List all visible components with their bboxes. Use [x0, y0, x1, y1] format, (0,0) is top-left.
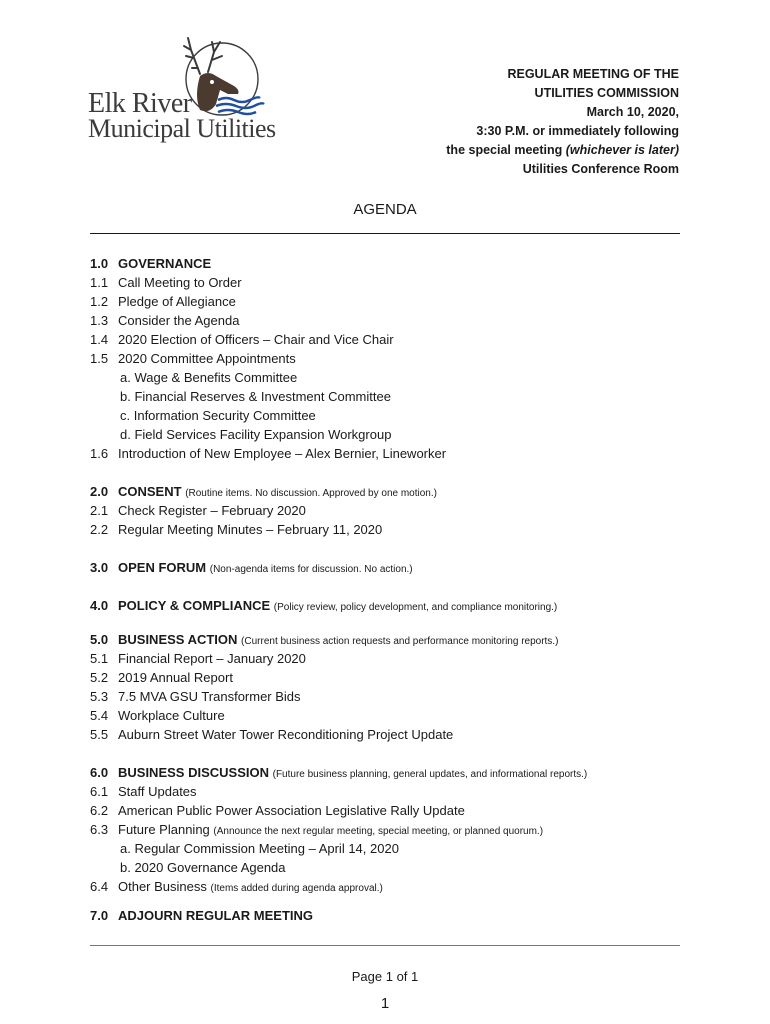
- logo-text-line1: Elk River: [88, 88, 192, 119]
- agenda-subitem: b. Financial Reserves & Investment Committee: [120, 389, 391, 404]
- agenda-subitem: a. Wage & Benefits Committee: [120, 370, 298, 385]
- agenda-item: 1.4 2020 Election of Officers – Chair and Vice Chair: [90, 332, 394, 347]
- logo-text-line2: Municipal Utilities: [88, 114, 276, 143]
- commission-name: UTILITIES COMMISSION: [534, 86, 679, 100]
- agenda-item: 1.1 Call Meeting to Order: [90, 275, 242, 290]
- agenda-subitem: a. Regular Commission Meeting – April 14, 2020: [120, 841, 399, 856]
- agenda-subitem: b. 2020 Governance Agenda: [120, 860, 286, 875]
- agenda-item: 6.1 Staff Updates: [90, 784, 197, 799]
- agenda-item: 5.4 Workplace Culture: [90, 708, 225, 723]
- title-divider: [90, 233, 680, 234]
- agenda-item: 5.1 Financial Report – January 2020: [90, 651, 306, 666]
- agenda-subitem: d. Field Services Facility Expansion Workgroup: [120, 427, 392, 442]
- agenda-item: 6.2 American Public Power Association Legislative Rally Update: [90, 803, 465, 818]
- footer-divider: [90, 945, 680, 946]
- section-business-discussion: 6.0 BUSINESS DISCUSSION (Future business planning, general updates, and informational reports.): [90, 765, 588, 780]
- meeting-type: REGULAR MEETING OF THE: [507, 67, 679, 81]
- agenda-item: 6.3 Future Planning (Announce the next regular meeting, special meeting, or planned quorum.): [90, 822, 544, 837]
- agenda-item: 5.3 7.5 MVA GSU Transformer Bids: [90, 689, 301, 704]
- meeting-date: March 10, 2020,: [586, 105, 679, 119]
- section-business-action: 5.0 BUSINESS ACTION (Current business action requests and performance monitoring reports.): [90, 632, 559, 647]
- agenda-item: 2.2 Regular Meeting Minutes – February 11, 2020: [90, 522, 383, 537]
- section-open-forum: 3.0 OPEN FORUM (Non-agenda items for discussion. No action.): [90, 560, 413, 575]
- page-label: Page 1 of 1: [351, 969, 419, 984]
- section-adjourn: 7.0 ADJOURN REGULAR MEETING: [90, 908, 314, 923]
- agenda-item: 1.2 Pledge of Allegiance: [90, 294, 236, 309]
- agenda-item: 1.5 2020 Committee Appointments: [90, 351, 296, 366]
- agenda-item: 1.6 Introduction of New Employee – Alex Bernier, Lineworker: [90, 446, 447, 461]
- agenda-item: 5.5 Auburn Street Water Tower Reconditioning Project Update: [90, 727, 454, 742]
- section-policy-compliance: 4.0 POLICY & COMPLIANCE (Policy review, policy development, and compliance monitoring.): [90, 598, 558, 613]
- agenda-item: 2.1 Check Register – February 2020: [90, 503, 306, 518]
- agenda-item: 1.3 Consider the Agenda: [90, 313, 240, 328]
- agenda-item: 6.4 Other Business (Items added during agenda approval.): [90, 879, 383, 894]
- agenda-subitem: c. Information Security Committee: [120, 408, 316, 423]
- section-consent: 2.0 CONSENT (Routine items. No discussion. Approved by one motion.): [90, 484, 437, 499]
- page-title: AGENDA: [353, 201, 417, 218]
- meeting-location: Utilities Conference Room: [522, 162, 679, 176]
- page-number: 1: [380, 995, 390, 1012]
- section-governance: 1.0 GOVERNANCE: [90, 256, 212, 271]
- meeting-time: 3:30 P.M. or immediately following: [476, 124, 679, 138]
- agenda-item: 5.2 2019 Annual Report: [90, 670, 233, 685]
- meeting-time-note: the special meeting (whichever is later): [446, 143, 679, 157]
